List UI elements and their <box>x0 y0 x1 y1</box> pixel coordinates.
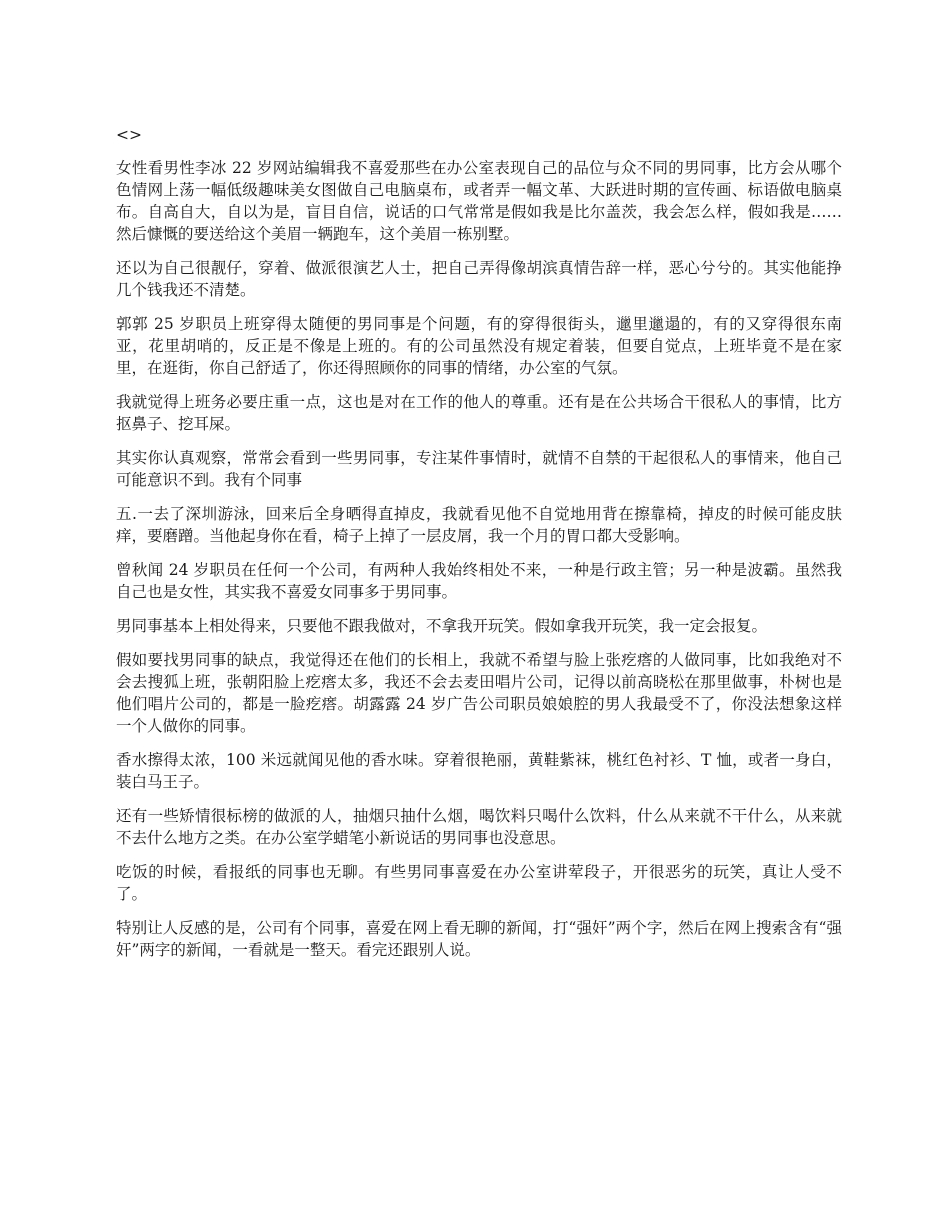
paragraph: 吃饭的时候，看报纸的同事也无聊。有些男同事喜爱在办公室讲荤段子，开很恶劣的玩笑，真让人受不了。 <box>116 863 842 903</box>
paragraph: 其实你认真观察，常常会看到一些男同事，专注某件事情时，就情不自禁的干起很私人的事情来，他自己可能意识不到。我有个同事 <box>116 449 842 489</box>
paragraph: 我就觉得上班务必要庄重一点，这也是对在工作的他人的尊重。还有是在公共场合干很私人的事情，比方抠鼻子、挖耳屎。 <box>116 393 842 433</box>
paragraph: 郭郭 25 岁职员上班穿得太随便的男同事是个问题，有的穿得很街头，邋里邋遢的，有的又穿得很东南亚，花里胡哨的，反正是不像是上班的。有的公司虽然没有规定着装，但要自觉点，上班毕竟不是在家里，在逛街，你自己舒适了，你还得照顾你的同事的情绪，办公室的气氛。 <box>116 315 842 377</box>
paragraph: 还以为自己很靓仔，穿着、做派很演艺人士，把自己弄得像胡滨真情告辞一样，恶心兮兮的。其实他能挣几个钱我还不清楚。 <box>116 259 842 299</box>
paragraph: 假如要找男同事的缺点，我觉得还在他们的长相上，我就不希望与脸上张疙瘩的人做同事，比如我绝对不会去搜狐上班，张朝阳脸上疙瘩太多，我还不会去麦田唱片公司，记得以前高晓松在那里做事，朴树也是他们唱片公司的，都是一脸疙瘩。胡露露 24 岁广告公司职员娘娘腔的男人我最受不了，你没法想象这样一个人做你的同事。 <box>116 651 842 735</box>
document-header: <> <box>116 126 142 144</box>
paragraph: 特别让人反感的是，公司有个同事，喜爱在网上看无聊的新闻，打“强奸”两个字，然后在网上搜索含有“强奸”两字的新闻，一看就是一整天。看完还跟别人说。 <box>116 919 842 959</box>
paragraph: 曾秋闻 24 岁职员在任何一个公司，有两种人我始终相处不来，一种是行政主管；另一种是波霸。虽然我自己也是女性，其实我不喜爱女同事多于男同事。 <box>116 561 842 601</box>
paragraph: 男同事基本上相处得来，只要他不跟我做对，不拿我开玩笑。假如拿我开玩笑，我一定会报复。 <box>116 617 768 635</box>
paragraph: 香水擦得太浓，100 米远就闻见他的香水味。穿着很艳丽，黄鞋紫袜，桃红色衬衫、T 恤，或者一身白，装白马王子。 <box>116 751 842 791</box>
paragraph: 还有一些矫情很标榜的做派的人，抽烟只抽什么烟，喝饮料只喝什么饮料，什么从来就不干什么，从来就不去什么地方之类。在办公室学蜡笔小新说话的男同事也没意思。 <box>116 807 842 847</box>
document-page <box>116 124 842 973</box>
paragraph: 女性看男性李冰 22 岁网站编辑我不喜爱那些在办公室表现自己的品位与众不同的男同事，比方会从哪个色情网上荡一幅低级趣味美女图做自己电脑桌布，或者弄一幅文革、大跃进时期的宣传画、标语做电脑桌布。自高自大，自以为是，盲目自信，说话的口气常常是假如我是比尔盖茨，我会怎么样，假如我是……然后慷慨的要送给这个美眉一辆跑车，这个美眉一栋别墅。 <box>116 159 842 243</box>
paragraph: 五.一去了深圳游泳，回来后全身晒得直掉皮，我就看见他不自觉地用背在擦靠椅，掉皮的时候可能皮肤痒，要磨蹭。当他起身你在看，椅子上掉了一层皮屑，我一个月的胃口都大受影响。 <box>116 505 842 545</box>
